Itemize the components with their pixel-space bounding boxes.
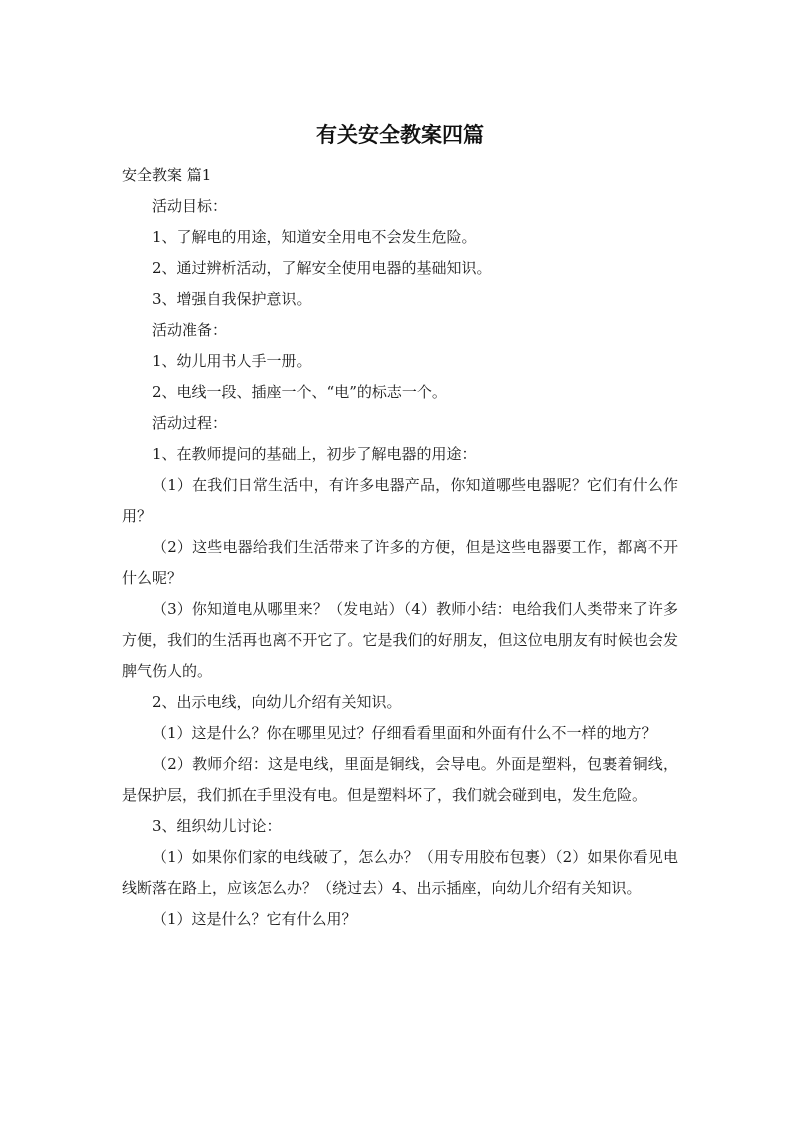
document-title: 有关安全教案四篇 xyxy=(316,123,484,147)
paragraph: （1）如果你们家的电线破了，怎么办？（用专用胶布包裹）（2）如果你看见电线断落在路上，应该怎么办？（绕过去）4、出示插座，向幼儿介绍有关知识。 xyxy=(122,848,678,897)
section-heading: 安全教案 篇1 xyxy=(122,166,212,184)
paragraph: 2、通过辨析活动，了解安全使用电器的基础知识。 xyxy=(152,259,492,277)
paragraph: （1）这是什么？它有什么用？ xyxy=(152,910,357,928)
document-body xyxy=(122,160,678,935)
paragraph: （1）在我们日常生活中，有许多电器产品，你知道哪些电器呢？它们有什么作用？ xyxy=(122,476,678,525)
paragraph: 2、出示电线，向幼儿介绍有关知识。 xyxy=(152,693,402,711)
paragraph: （2）这些电器给我们生活带来了许多的方便，但是这些电器要工作，都离不开什么呢？ xyxy=(122,538,678,587)
paragraph: （3）你知道电从哪里来？（发电站）（4）教师小结：电给我们人类带来了许多方便，我们的生活再也离不开它了。它是我们的好朋友，但这位电朋友有时候也会发脾气伤人的。 xyxy=(122,600,678,680)
paragraph: 3、组织幼儿讨论： xyxy=(152,817,282,835)
paragraph: 活动过程： xyxy=(152,414,228,432)
paragraph: （1）这是什么？你在哪里见过？仔细看看里面和外面有什么不一样的地方？ xyxy=(152,724,657,742)
paragraph: 2、电线一段、插座一个、“电”的标志一个。 xyxy=(152,383,447,401)
paragraph: 3、增强自我保护意识。 xyxy=(152,290,312,308)
paragraph: 活动准备： xyxy=(152,321,228,339)
paragraph: 1、在教师提问的基础上，初步了解电器的用途： xyxy=(152,445,477,463)
paragraph: （2）教师介绍：这是电线，里面是铜线，会导电。外面是塑料，包裹着铜线，是保护层，我们抓在手里没有电。但是塑料坏了，我们就会碰到电，发生危险。 xyxy=(122,755,678,804)
paragraph: 1、幼儿用书人手一册。 xyxy=(152,352,312,370)
paragraph: 活动目标： xyxy=(152,197,228,215)
paragraph: 1、了解电的用途，知道安全用电不会发生危险。 xyxy=(152,228,477,246)
